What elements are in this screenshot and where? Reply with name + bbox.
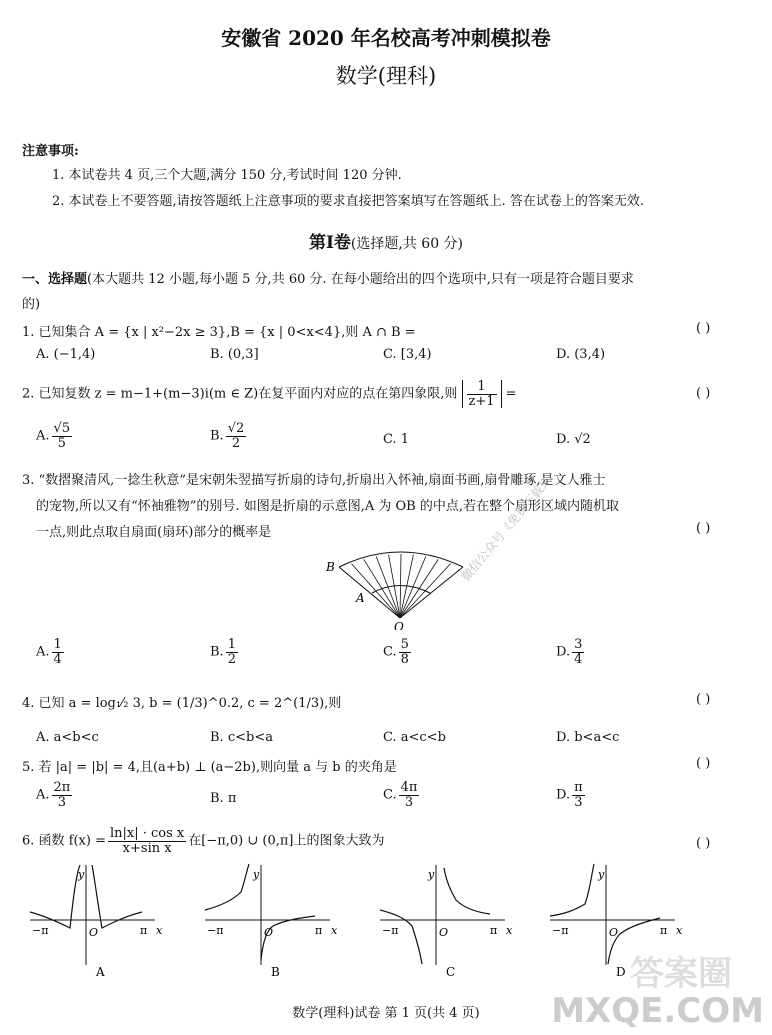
q4-option-a[interactable]: A. a<b<c xyxy=(36,730,99,745)
q1-answer-blank[interactable]: ( ) xyxy=(696,321,711,336)
q5-stem: 5. 若 |a| = |b| = 4,且(a+b) ⊥ (a−2b),则向量 a 与 b 的夹角是 xyxy=(22,760,397,775)
q1-option-c[interactable]: C. [3,4) xyxy=(383,347,432,362)
fan-label-a: A xyxy=(356,591,365,605)
graph-neg-pi-label: −π xyxy=(382,924,399,937)
fan-label-b: B xyxy=(326,560,335,574)
graph-pi-label: π xyxy=(140,924,148,937)
q4-stem: 4. 已知 a = log₁⁄₂ 3, b = (1/3)^0.2, c = 2^(1/3),则 xyxy=(22,696,342,711)
graph-origin-label: O xyxy=(264,926,274,939)
q5-option-c[interactable]: C. $\frac{4\pi}{3}$ xyxy=(383,780,418,810)
graph-curve xyxy=(205,864,315,960)
q2-option-c[interactable]: C. 1 xyxy=(383,432,410,447)
q3-option-a[interactable]: A. $\frac{1}{4}$ xyxy=(36,637,62,667)
graph-x-label: x xyxy=(506,924,513,937)
q4-answer-blank[interactable]: ( ) xyxy=(696,692,711,707)
exam-title: 安徽省 2020 年名校高考冲刺模拟卷 xyxy=(221,26,551,50)
graph-curve xyxy=(380,868,490,964)
q5-option-a[interactable]: A. $\frac{2\pi}{3}$ xyxy=(36,780,71,810)
exam-subtitle: 数学(理科) xyxy=(335,64,437,88)
q1-option-d[interactable]: D. (3,4) xyxy=(556,347,606,362)
folding-fan-figure xyxy=(320,545,490,630)
graph-y-label: y xyxy=(253,868,260,881)
q2-option-a[interactable]: A. $\frac{√5}{5}$ xyxy=(36,421,71,451)
q5-answer-blank[interactable]: ( ) xyxy=(696,756,711,771)
q1-stem: 1. 已知集合 A = {x | x²−2x ≥ 3},B = {x | 0<x<4},则 A ∩ B = xyxy=(22,325,416,340)
graph-option-label: C xyxy=(446,965,456,979)
fan-label-o: O xyxy=(394,620,404,630)
q4-option-d[interactable]: D. b<a<c xyxy=(556,730,620,745)
graph-option-label: B xyxy=(271,965,280,979)
q2-answer-blank[interactable]: ( ) xyxy=(696,386,711,401)
q5-option-b[interactable]: B. π xyxy=(210,791,237,806)
part1-intro-2: 的) xyxy=(22,297,41,312)
graph-origin-label: O xyxy=(609,926,619,939)
q4-option-c[interactable]: C. a<c<b xyxy=(383,730,446,745)
fan-rib xyxy=(400,564,451,618)
q2-abs-fraction: $\frac{1}{z+1}$ xyxy=(468,379,495,409)
q3-line-2: 的宠物,所以又有“怀袖雅物”的别号. 如图是折扇的示意图,A 为 OB 的中点,若在整个扇形区域内随机取 xyxy=(36,499,619,514)
notice-heading: 注意事项: xyxy=(22,144,79,159)
q2-option-d[interactable]: D. √2 xyxy=(556,432,591,447)
graph-neg-pi-label: −π xyxy=(552,924,569,937)
q6-answer-blank[interactable]: ( ) xyxy=(696,836,711,851)
part1-intro: 一、选择题(本大题共 12 小题,每小题 5 分,共 60 分. 在每小题给出的四个选项中,只有一项是符合题目要求 xyxy=(22,272,634,287)
graph-pi-label: π xyxy=(660,924,668,937)
fan-rib xyxy=(376,556,400,618)
site-logo-text: 答案圈 xyxy=(630,954,732,994)
site-logo-url: MXQE.COM xyxy=(551,991,764,1031)
graph-neg-pi-label: −π xyxy=(207,924,224,937)
graph-x-label: x xyxy=(331,924,338,937)
graph-x-label: x xyxy=(156,924,163,937)
fan-rib xyxy=(400,559,438,618)
graph-option-label: A xyxy=(96,965,105,979)
graph-pi-label: π xyxy=(490,924,498,937)
page-footer: 数学(理科)试卷 第 1 页(共 4 页) xyxy=(292,1006,480,1021)
q3-option-d[interactable]: D. $\frac{3}{4}$ xyxy=(556,637,583,667)
watermark-text: 微信公众号《免费下载》 xyxy=(458,473,555,584)
q3-answer-blank[interactable]: ( ) xyxy=(696,521,711,536)
q4-option-b[interactable]: B. c<b<a xyxy=(210,730,273,745)
part1-heading: 一、选择题 xyxy=(22,272,88,287)
graph-origin-label: O xyxy=(439,926,449,939)
fan-rib xyxy=(400,554,401,618)
section-sub: (选择题,共 60 分) xyxy=(350,236,464,252)
graph-y-label: y xyxy=(598,868,605,881)
graph-option-label: D xyxy=(616,965,626,979)
q3-line-1: 3. “数摺聚清风,一捻生秋意”是宋朝朱翌描写折扇的诗句,折扇出入怀袖,扇面书画,扇骨雕琢,是文人雅士 xyxy=(22,473,606,488)
q6-function-fraction: $\frac{\text{ln|x| · cos x}}{\text{x+sin x}}$ xyxy=(109,826,185,856)
graph-pi-label: π xyxy=(315,924,323,937)
graph-y-label: y xyxy=(78,868,85,881)
q2-option-b[interactable]: B. $\frac{√2}{2}$ xyxy=(210,421,245,451)
graph-x-label: x xyxy=(676,924,683,937)
section-heading xyxy=(0,228,772,253)
q3-option-c[interactable]: C. $\frac{5}{8}$ xyxy=(383,637,409,667)
graph-origin-label: O xyxy=(89,926,99,939)
q3-line-3: 一点,则此点取自扇面(扇环)部分的概率是 xyxy=(36,525,272,540)
q6-stem: 6. 函数 f(x) = $\frac{\text{ln|x| · cos x}}{\text{x+sin x}}$ 在[−π,0) ∪ (0,π]上的图象大致为 xyxy=(22,826,385,856)
section-title: 第Ⅰ卷 xyxy=(308,233,351,253)
q2-stem: 2. 已知复数 z = m−1+(m−3)i(m ∈ Z)在复平面内对应的点在第四象限,则 $\frac{1}{z+1}$ = xyxy=(22,379,517,409)
graph-neg-pi-label: −π xyxy=(32,924,49,937)
graph-y-label: y xyxy=(428,868,435,881)
q5-option-d[interactable]: D. $\frac{\pi}{3}$ xyxy=(556,780,583,810)
notice-item-2: 2. 本试卷上不要答题,请按答题纸上注意事项的要求直接把答案填写在答题纸上. 答在试卷上的答案无效. xyxy=(52,194,645,209)
fan-rib xyxy=(400,556,426,618)
q1-option-b[interactable]: B. (0,3] xyxy=(210,347,259,362)
q3-option-b[interactable]: B. $\frac{1}{2}$ xyxy=(210,637,236,667)
q1-option-a[interactable]: A. (−1,4) xyxy=(36,347,96,362)
notice-item-1: 1. 本试卷共 4 页,三个大题,满分 150 分,考试时间 120 分钟. xyxy=(52,168,402,183)
